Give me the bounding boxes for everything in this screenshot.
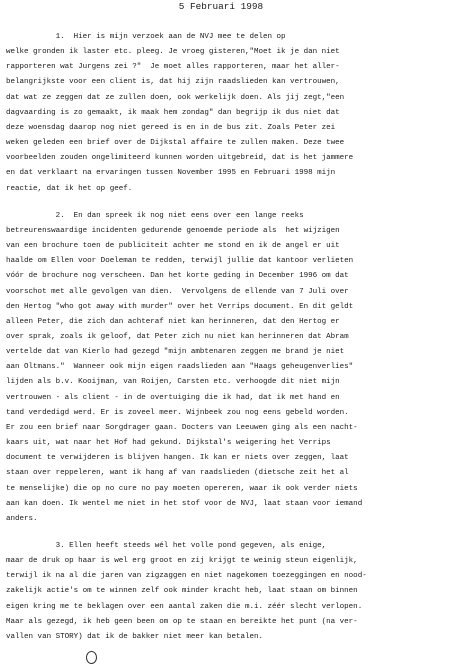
text-line: en dat verklaart na ervaringen tussen November 1995 en Februari 1998 mijn [6, 169, 336, 178]
text-line: staan over reppeleren, want ik hang af van raadslieden (dietsche zeit het al [6, 469, 349, 478]
text-line: terwijl ik na al die jaren van zigzaggen en niet nagekomen toezeggingen en nood- [6, 572, 367, 581]
text-line: rapporteren wat Jurgens zei ?" Je moet alles rapporteren, maar het aller- [6, 63, 340, 72]
text-line: lijden als b.v. Kooijman, van Roijen, Carsten etc. verhoogde dit niet mijn [6, 378, 340, 387]
text-line: betreurenswaardige incidenten gedurende genoemde periode als het wijzigen [6, 226, 340, 235]
text-line: aan kan doen. Ik wentel me niet in het stof voor de NVJ, laat staan voor iemand [6, 499, 363, 508]
text-line: over sprak, zoals ik geloof, dat Peter zich nu niet kan herinneren dat Abram [6, 332, 349, 341]
text-line: 2. En dan spreek ik nog niet eens over een lange reeks [6, 211, 304, 220]
text-line: document te verwijderen is blijven hangen. Ik kan er niets over zeggen, laat [6, 454, 349, 463]
text-line: zakelijk actie's om te winnen zelf ook minder kracht heb, laat staan om binnen [6, 587, 358, 596]
text-line: haalde om Ellen voor Doeleman te redden, terwijl jullie dat kantoor verlieten [6, 257, 354, 266]
text-line: belangrijkste voor een client is, dat hij zijn raadslieden kan vertrouwen, [6, 78, 340, 87]
text-line: 1. Hier is mijn verzoek aan de NVJ mee te delen op [6, 33, 286, 41]
text-line: voorschot met alle gevolgen van dien. Vervolgens de ellende van 7 Juli over [6, 287, 349, 296]
document-date: 5 Februari 1998 [178, 1, 264, 12]
text-line: Er zou een brief naar Sorgdrager gaan. Docters van Leeuwen ging als een nacht- [6, 423, 358, 432]
text-line: deze woensdag daarop nog niet gereed is en in de bus zit. Zoals Peter zei [6, 123, 336, 132]
text-line: anders. [6, 514, 38, 523]
text-line: den Hertog "who got away with murder" over het Verrips document. En dit geldt [6, 302, 354, 311]
ink-circle-mark [86, 651, 97, 664]
text-line: Maar als gezegd, ik heb geen been om op te staan en bereikte het punt (na ver- [6, 617, 358, 626]
text-line: alleen Peter, die zich dan achteraf niet kan herinneren, dat den Hertog er [6, 317, 340, 326]
text-line: aan Oltmans." Wanneer ook mijn eigen raadslieden aan "Haags geheugenverlies" [6, 363, 354, 372]
text-line: vertelde dat van Kierlo had gezegd "mijn ambtenaren zeggen me brand je niet [6, 348, 345, 357]
text-line: tand verdedigd werd. Er is zoveel meer. Wijnbeek zou nog eens gebeld worden. [6, 408, 349, 417]
text-line: reactie, dat ik het op geef. [6, 184, 133, 193]
text-line: vertrouwen - als client - in de overtuiging die ik had, dat ik met hand en [6, 393, 340, 402]
paragraph-2 [6, 209, 436, 527]
text-line: eigen kring me te beklagen over een aantal zaken die m.i. zéér slecht verlopen. [6, 602, 363, 611]
text-line: te menselijke) die op no cure no pay moeten opereren, waar ik ook verder niets [6, 484, 358, 493]
text-line: welke gronden ik laster etc. pleeg. Je vroeg gisteren,"Moet ik je dan niet [6, 48, 340, 57]
text-line: vóór de brochure nog verscheen. Dan het korte geding in December 1996 om dat [6, 272, 349, 281]
text-line: dagvaarding is zo gemaakt, ik maak hem zondag" dan begrijp ik dus niet dat [6, 108, 340, 117]
paragraph-1 [6, 30, 436, 197]
text-line: weken geleden een brief over de Dijkstal affaire te zullen maken. Deze twee [6, 139, 345, 148]
text-line: dat wat ze zeggen dat ze zullen doen, ook werkelijk doen. Als jij zegt,"een [6, 93, 345, 102]
text-line: vallen van STORY) dat ik de bakker niet meer kan betalen. [6, 632, 264, 641]
text-line: kaars uit, wat naar het Hof had gekund. Dijkstal's weigering het Verrips [6, 439, 331, 448]
text-line: van een brochure toen de publiciteit achter me stond en ik de angel er uit [6, 242, 340, 251]
paragraph-3 [6, 539, 436, 645]
text-line: maar de druk op haar is wel erg groot en zij krijgt te weinig steun eigenlijk, [6, 557, 358, 566]
text-line: voorbeelden zouden ongelimiteerd kunnen worden uitgebreid, dat is het jammere [6, 154, 354, 163]
text-line: 3. Ellen heeft steeds wél het volle pond gegeven, als enige, [6, 542, 327, 550]
